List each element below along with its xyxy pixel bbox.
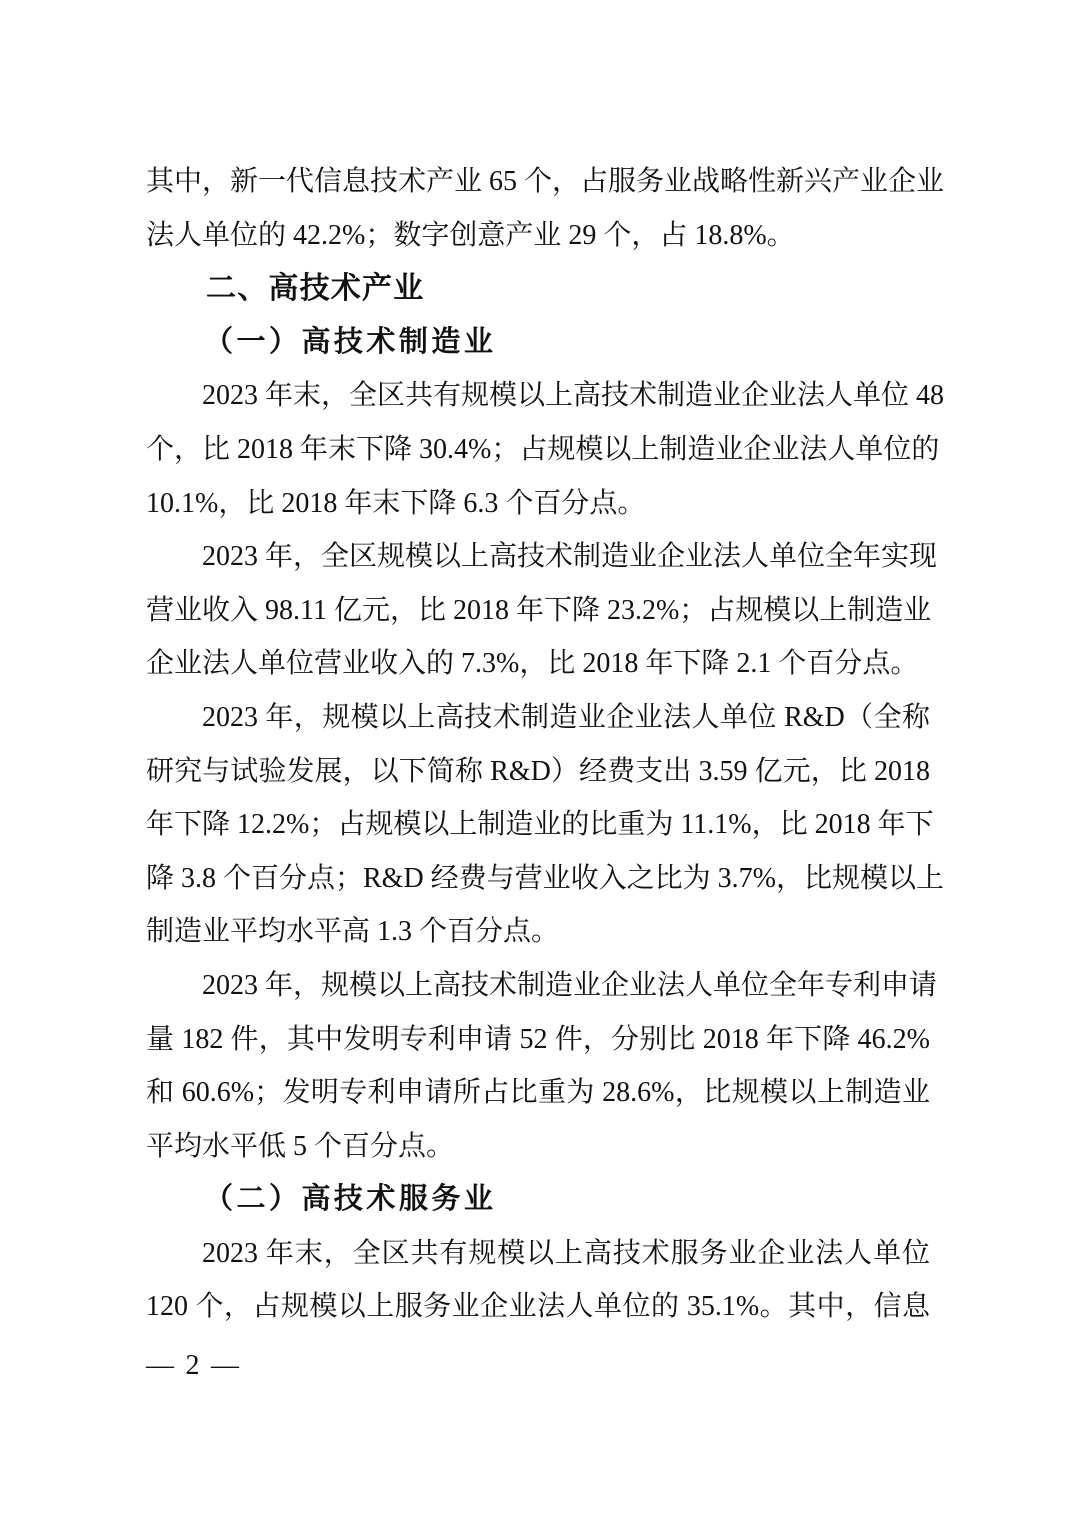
text-line: 企业法人单位营业收入的 7.3%，比 2018 年下降 2.1 个百分点。 xyxy=(146,648,919,680)
text-line: 2023 年，规模以上高技术制造业企业法人单位 R&D（全称 xyxy=(202,701,930,733)
text-line: 2023 年，全区规模以上高技术制造业企业法人单位全年实现 xyxy=(202,541,938,573)
text-line: 个，比 2018 年末下降 30.4%；占规模以上制造业企业法人单位的 xyxy=(146,433,940,465)
text-line: 10.1%，比 2018 年末下降 6.3 个百分点。 xyxy=(146,487,646,519)
page-number: — 2 — xyxy=(146,1350,242,1381)
text-line: 其中，新一代信息技术产业 65 个，占服务业战略性新兴产业企业 xyxy=(146,166,945,197)
document-body xyxy=(146,155,945,1334)
text-line: 年下降 12.2%；占规模以上制造业的比重为 11.1%，比 2018 年下 xyxy=(146,809,934,841)
text-line: 120 个，占规模以上服务业企业法人单位的 35.1%。其中，信息 xyxy=(146,1291,930,1323)
text-line: 2023 年，规模以上高技术制造业企业法人单位全年专利申请 xyxy=(202,969,938,1001)
text-line: 平均水平低 5 个百分点。 xyxy=(146,1130,455,1162)
text-line: 法人单位的 42.2%；数字创意产业 29 个，占 18.8%。 xyxy=(146,219,795,251)
text-line: 制造业平均水平高 1.3 个百分点。 xyxy=(146,916,560,948)
text-line: 和 60.6%；发明专利申请所占比重为 28.6%，比规模以上制造业 xyxy=(146,1077,930,1109)
text-line: 研究与试验发展，以下简称 R&D）经费支出 3.59 亿元，比 2018 xyxy=(146,755,930,787)
text-line: 降 3.8 个百分点；R&D 经费与营业收入之比为 3.7%，比规模以上 xyxy=(146,862,945,894)
subsection-heading-1: （一）高技术制造业 xyxy=(204,325,497,358)
text-line: 营业收入 98.11 亿元，比 2018 年下降 23.2%；占规模以上制造业 xyxy=(146,594,932,626)
text-line: 2023 年末，全区共有规模以上高技术制造业企业法人单位 48 xyxy=(202,380,945,412)
text-line: 量 182 件，其中发明专利申请 52 件，分别比 2018 年下降 46.2% xyxy=(146,1023,930,1055)
text-line: 2023 年末，全区共有规模以上高技术服务业企业法人单位 xyxy=(202,1237,930,1269)
section-heading: 二、高技术产业 xyxy=(206,272,425,306)
subsection-heading-2: （二）高技术服务业 xyxy=(204,1183,497,1216)
